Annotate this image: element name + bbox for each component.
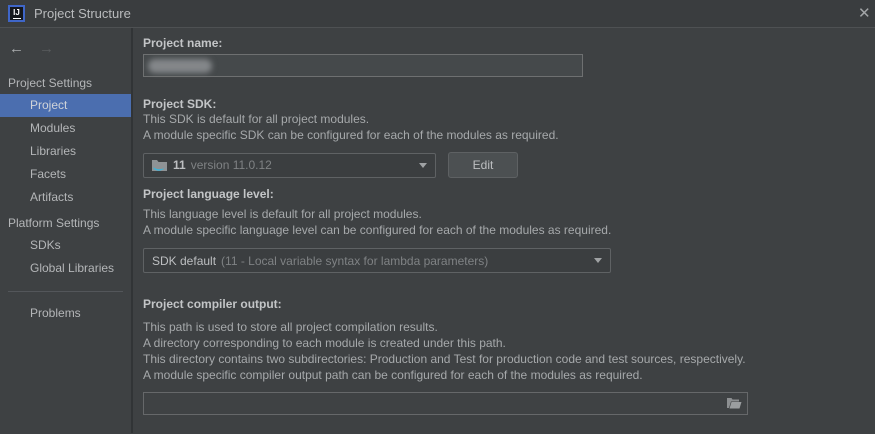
jdk-folder-icon [152,159,168,172]
compiler-output-desc3: This directory contains two subdirectories: Production and Test for production code and test sources, respectively. [143,352,746,366]
close-icon[interactable]: ✕ [858,5,871,22]
browse-folder-icon[interactable] [726,396,742,410]
intellij-logo-icon [8,5,25,22]
group-platform-settings: Platform Settings [8,216,100,230]
language-level-label: Project language level: [143,187,274,201]
sidebar-item-libraries[interactable]: Libraries [30,144,77,158]
sidebar-item-modules[interactable]: Modules [30,121,76,135]
project-sdk-desc1: This SDK is default for all project modules. [143,112,370,126]
titlebar [0,0,875,28]
compiler-output-desc1: This path is used to store all project compilation results. [143,320,438,334]
sidebar-item-sdks[interactable]: SDKs [30,238,61,252]
sidebar-item-facets[interactable]: Facets [30,167,67,181]
project-settings-panel [133,28,875,433]
sidebar [0,28,133,433]
language-level-desc2: A module specific language level can be configured for each of the modules as required. [143,223,612,237]
project-sdk-dropdown[interactable] [143,153,436,178]
project-name-redacted-value [148,59,212,73]
compiler-output-desc4: A module specific compiler output path can be configured for each of the modules as required. [143,368,643,382]
forward-arrow-icon[interactable]: → [39,39,54,57]
language-level-value: SDK default [152,253,217,268]
project-name-input[interactable] [143,54,583,77]
compiler-output-label: Project compiler output: [143,297,282,311]
project-sdk-desc2: A module specific SDK can be configured for each of the modules as required. [143,128,559,142]
intellij-logo-text: IJ [13,7,20,17]
back-arrow-icon[interactable]: ← [9,39,24,57]
sidebar-item-project[interactable]: Project [0,94,131,117]
chevron-down-icon [594,258,602,263]
sdk-version: version 11.0.12 [190,158,272,172]
project-name-label: Project name: [143,36,223,50]
history-nav [0,36,131,60]
language-level-detail: (11 - Local variable syntax for lambda parameters) [221,253,489,268]
sidebar-item-global-libraries[interactable]: Global Libraries [30,261,115,275]
sidebar-item-artifacts[interactable]: Artifacts [30,190,74,204]
chevron-down-icon [419,163,427,168]
compiler-output-desc2: A directory corresponding to each module is created under this path. [143,336,506,350]
group-project-settings: Project Settings [8,76,93,90]
project-sdk-label: Project SDK: [143,97,217,111]
compiler-output-path-input[interactable] [143,392,748,415]
sidebar-item-problems[interactable]: Problems [30,306,81,320]
edit-sdk-button[interactable]: Edit [448,152,518,178]
sdk-value: 11 [173,158,186,172]
language-level-desc1: This language level is default for all project modules. [143,207,422,221]
sidebar-divider [8,291,123,292]
language-level-dropdown[interactable] [143,248,611,273]
window-title: Project Structure [34,6,131,21]
